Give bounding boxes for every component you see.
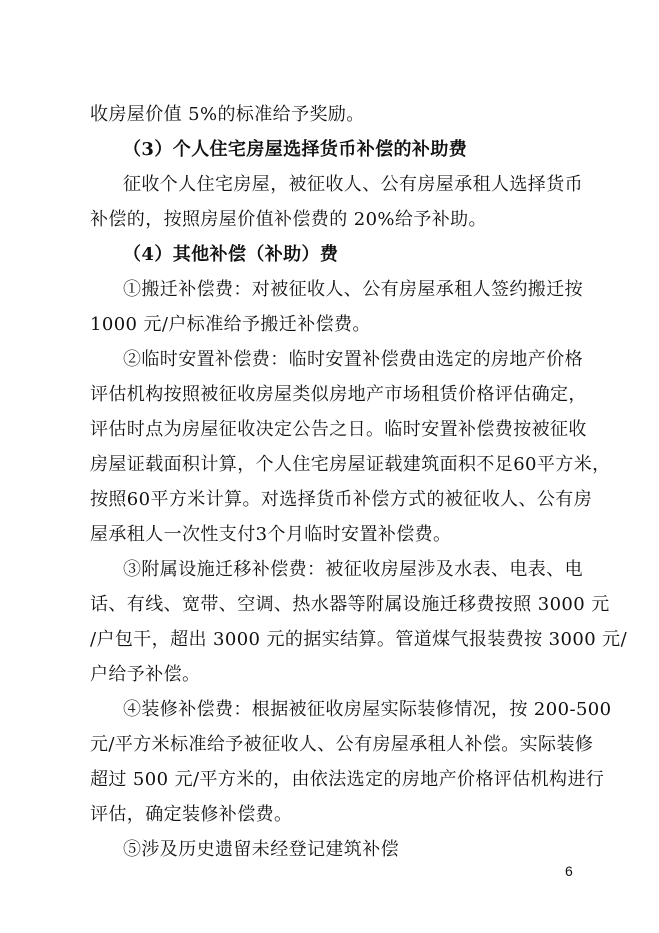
paragraph-line: 屋承租人一次性支付3个月临时安置补偿费。: [90, 524, 452, 545]
paragraph-line: 1000 元/户标准给予搬迁补偿费。: [90, 314, 371, 335]
paragraph-line: ①搬迁补偿费：对被征收人、公有房屋承租人签约搬迁按: [123, 279, 583, 300]
paragraph-line: 补偿的，按照房屋价值补偿费的 20%给予补助。: [90, 209, 487, 230]
paragraph-line: 收房屋价值 5%的标准给予奖励。: [90, 104, 365, 125]
paragraph-line: 评估机构按照被征收房屋类似房地产市场租赁价格评估确定，: [90, 384, 587, 405]
paragraph-line: 评估时点为房屋征收决定公告之日。临时安置补偿费按被征收: [90, 419, 587, 440]
page-number: 6: [565, 863, 573, 879]
paragraph-line: 元/平方米标准给予被征收人、公有房屋承租人补偿。实际装修: [90, 734, 594, 755]
paragraph-line: ②临时安置补偿费：临时安置补偿费由选定的房地产价格: [123, 349, 583, 370]
paragraph-line: 按照60平方米计算。对选择货币补偿方式的被征收人、公有房: [90, 489, 593, 510]
paragraph-line: /户包干，超出 3000 元的据实结算。管道煤气报装费按 3000 元/: [90, 629, 628, 650]
paragraph-line: ③附属设施迁移补偿费：被征收房屋涉及水表、电表、电: [123, 559, 583, 580]
section-heading: （4）其他补偿（补助）费: [123, 244, 339, 265]
paragraph-line: 超过 500 元/平方米的，由依法选定的房地产价格评估机构进行: [90, 769, 605, 790]
paragraph-line: 房屋证载面积计算，个人住宅房屋证载建筑面积不足60平方米，: [90, 454, 611, 475]
paragraph-line: 话、有线、宽带、空调、热水器等附属设施迁移费按照 3000 元: [90, 594, 610, 615]
paragraph-line: 户给予补偿。: [90, 664, 201, 685]
paragraph-line: 评估，确定装修补偿费。: [90, 804, 293, 825]
paragraph-line: ⑤涉及历史遗留未经登记建筑补偿: [123, 839, 399, 860]
paragraph-line: 征收个人住宅房屋，被征收人、公有房屋承租人选择货币: [123, 174, 583, 195]
paragraph-line: ④装修补偿费：根据被征收房屋实际装修情况，按 200-500: [123, 699, 612, 720]
section-heading: （3）个人住宅房屋选择货币补偿的补助费: [123, 139, 468, 160]
